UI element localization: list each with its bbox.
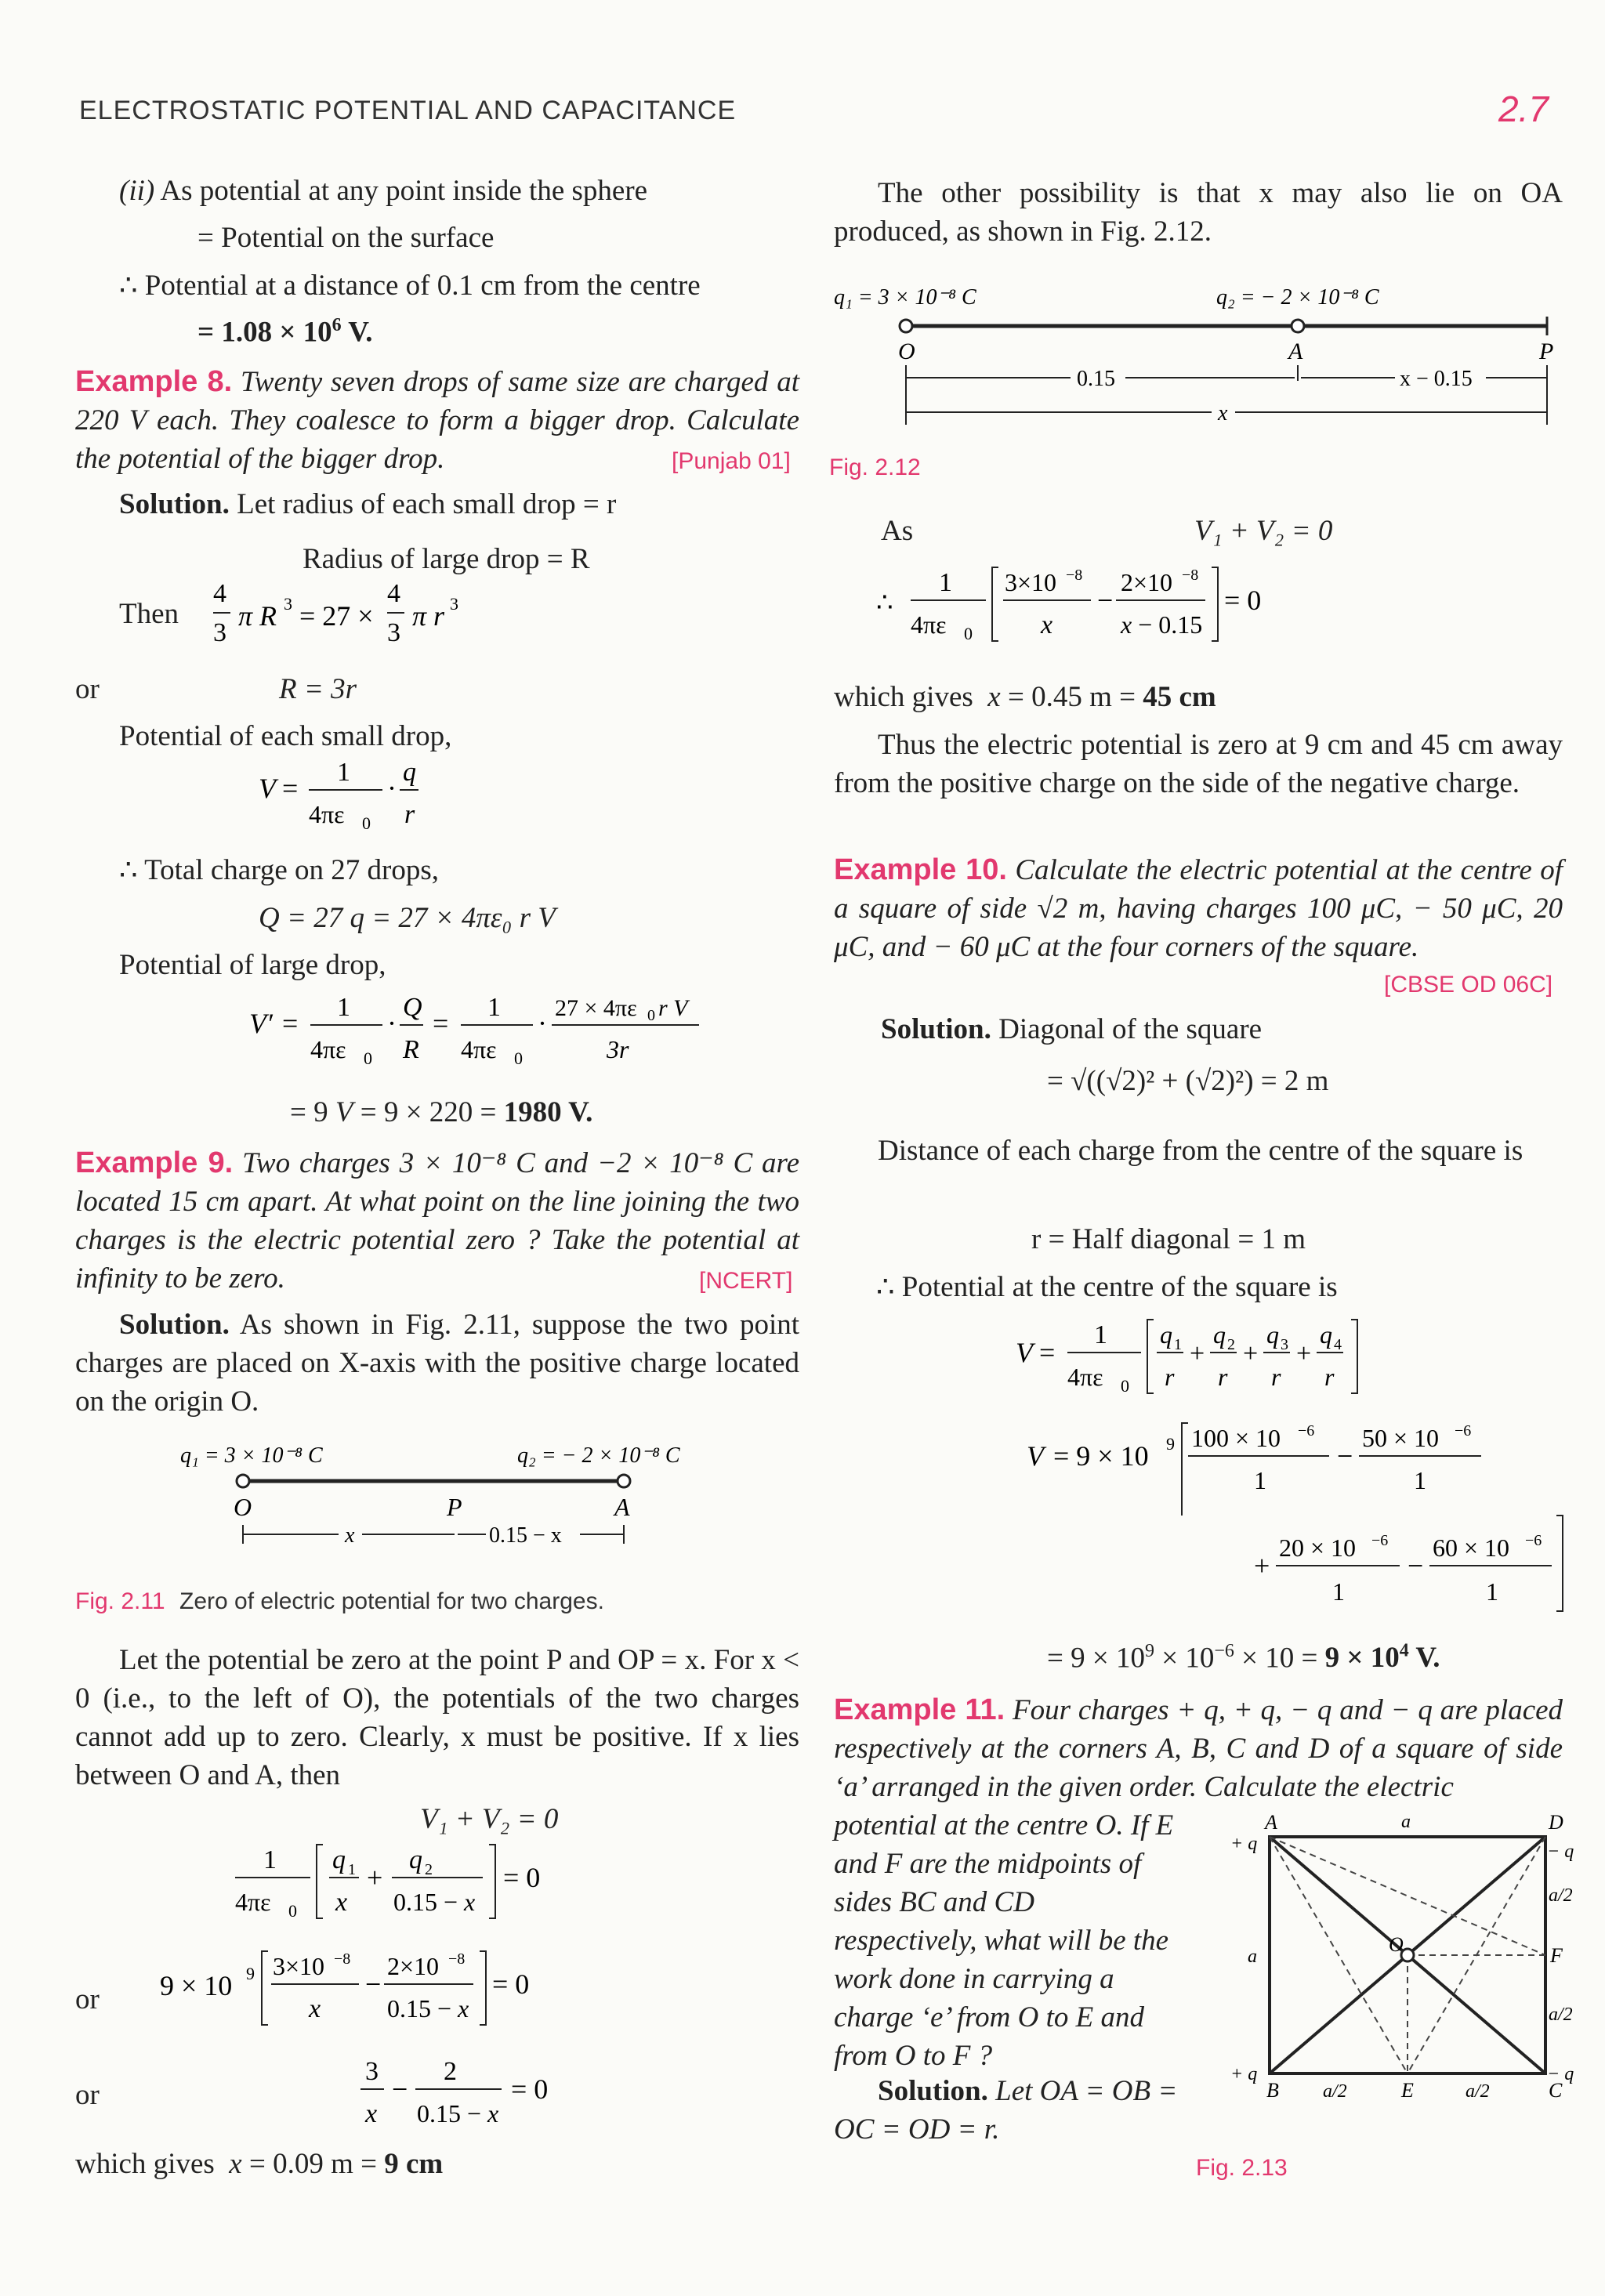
svg-text:0: 0 (964, 624, 973, 643)
svg-text:3: 3 (450, 594, 458, 614)
example-text: Calculate the electric potential at the centre of a square of side √2 m, having charges 100 μC, − 50 μC, 20 μC, and − 60 μC at the four corners of the square. (834, 854, 1563, 963)
svg-text:2: 2 (1227, 1336, 1235, 1353)
svg-text:27 × 4πε: 27 × 4πε (555, 995, 637, 1021)
point-O: O (898, 339, 915, 364)
figure-2-12 (834, 271, 1563, 428)
svg-text:1: 1 (348, 1861, 356, 1878)
svg-text:0: 0 (1121, 1376, 1129, 1396)
svg-text:π r: π r (412, 600, 445, 632)
equation: which gives x = 0.09 m = 9 cm (75, 2148, 444, 2180)
svg-text:−: − (1408, 1550, 1424, 1581)
svg-text:a: a (1401, 1812, 1411, 1832)
svg-text:−6: −6 (1455, 1422, 1472, 1440)
svg-text:0: 0 (364, 1048, 372, 1068)
svg-text:1: 1 (487, 993, 501, 1022)
reference: [NCERT] (699, 1268, 793, 1294)
q2-label: q₂ = − 2 × 10⁻⁸ C (1216, 285, 1379, 310)
svg-text:4πε: 4πε (310, 1035, 346, 1063)
svg-text:=: = (1039, 1337, 1056, 1368)
svg-text:q: q (403, 758, 416, 787)
equation: V₁ + V₂ = 0 (420, 1803, 559, 1835)
svg-text:4πε: 4πε (309, 800, 345, 828)
svg-text:C: C (1549, 2079, 1563, 2102)
point-A: A (614, 1493, 630, 1521)
point-P: P (447, 1493, 462, 1521)
equation (876, 563, 1315, 657)
svg-text:−6: −6 (1298, 1422, 1315, 1440)
svg-text:1: 1 (939, 568, 952, 597)
svg-text:9: 9 (246, 1964, 255, 1983)
svg-text:−: − (1337, 1440, 1353, 1472)
distance-rest: 0.15 − x (489, 1523, 562, 1548)
text-line: ∴ Total charge on 27 drops, (119, 854, 440, 886)
svg-text:= 27 ×: = 27 × (299, 600, 374, 632)
svg-text:V: V (259, 773, 276, 804)
svg-text:3: 3 (365, 2057, 379, 2086)
svg-text:x: x (309, 1994, 321, 2023)
svg-text:a: a (1248, 1947, 1257, 1967)
solution-9: Solution. As shown in Fig. 2.11, suppose the two point charges are placed on X-axis with the positive charge located on the origin O. (75, 1309, 799, 1418)
svg-text:3: 3 (387, 618, 400, 647)
svg-text:∴: ∴ (876, 588, 893, 617)
svg-text:·: · (538, 1008, 547, 1039)
svg-text:1: 1 (337, 993, 350, 1022)
svg-text:r: r (1324, 1363, 1335, 1391)
distance-x: x (1218, 401, 1228, 426)
equation (235, 1840, 580, 1934)
svg-text:3×10: 3×10 (273, 1952, 325, 1980)
distance-015: 0.15 (1077, 367, 1115, 391)
equation: = √((√2)² + (√2)²) = 2 m (1047, 1065, 1329, 1097)
svg-text:+: + (1296, 1339, 1312, 1368)
example-label: Example 10. (834, 853, 1007, 886)
svg-text:0: 0 (514, 1048, 523, 1068)
paragraph: The other possibility is that x may also lie on OA produced, as shown in Fig. 2.12. (834, 177, 1563, 248)
text-line: ∴ Potential at the centre of the square is (876, 1271, 1338, 1303)
svg-text:V: V (1027, 1440, 1044, 1472)
paragraph: Let the potential be zero at the point P and OP = x. For x < 0 (i.e., to the left of O), the potentials of the two charges cannot add up to zero. Clearly, x must be positive. If x lies between O and A, then (75, 1644, 799, 1791)
paragraph: Thus the electric potential is zero at 9 cm and 45 cm away from the positive charge on the side of the negative charge. (834, 729, 1563, 799)
svg-text:+: + (367, 1862, 383, 1893)
example-text: Four charges + q, + q, − q and − q are placed respectively at the corners A, B, C and D of a square of side ‘a’ arranged in the given order. Calculate the electric (834, 1694, 1563, 1803)
equation (249, 989, 751, 1083)
svg-text:2×10: 2×10 (387, 1952, 440, 1980)
svg-text:1: 1 (337, 758, 350, 787)
svg-text:q: q (332, 1845, 346, 1874)
equation: = 9 V = 9 × 220 = 1980 V. (290, 1096, 593, 1128)
example-9 (75, 1144, 799, 1298)
svg-text:−: − (392, 2073, 408, 2105)
svg-text:0.15 − x: 0.15 − x (417, 2099, 499, 2128)
svg-text:= 9 × 10: = 9 × 10 (1053, 1440, 1149, 1472)
svg-text:3: 3 (284, 594, 292, 614)
text-line: ∴ Potential at a distance of 0.1 cm from the centre (119, 270, 701, 302)
svg-text:R: R (403, 1035, 419, 1064)
text-line: (ii) As potential at any point inside the sphere (119, 175, 648, 207)
svg-text:−6: −6 (1371, 1532, 1389, 1549)
svg-text:0: 0 (362, 813, 371, 833)
svg-text:D: D (1549, 1811, 1563, 1834)
svg-text:3: 3 (1281, 1336, 1288, 1353)
svg-text:1: 1 (1332, 1577, 1345, 1606)
running-header: ELECTROSTATIC POTENTIAL AND CAPACITANCE (79, 96, 737, 125)
svg-text:q: q (1160, 1320, 1172, 1349)
equation: V₁ + V₂ = 0 (1194, 515, 1333, 547)
svg-text:a/2: a/2 (1323, 2081, 1347, 2102)
figure-caption: Fig. 2.11 Zero of electric potential for two charges. (75, 1588, 604, 1614)
equation: = $1.08 \times 10^6$ V. (197, 315, 373, 349)
svg-text:−6: −6 (1525, 1532, 1542, 1549)
equation (213, 580, 480, 658)
reference: [Punjab 01] (672, 448, 791, 474)
svg-text:−: − (1097, 585, 1114, 616)
svg-text:= 0: = 0 (492, 1968, 530, 2000)
svg-text:0.15 − x: 0.15 − x (393, 1888, 476, 1916)
svg-text:q: q (1213, 1320, 1226, 1349)
text-line: Radius of large drop = R (303, 543, 590, 575)
label: Then (119, 598, 179, 630)
equation: r = Half diagonal = 1 m (1031, 1223, 1306, 1255)
svg-text:−8: −8 (1066, 567, 1083, 584)
svg-text:x: x (1041, 610, 1053, 639)
svg-text:4: 4 (1334, 1336, 1342, 1353)
figure-2-11 (157, 1434, 680, 1552)
label: As (881, 515, 914, 547)
svg-text:3: 3 (213, 618, 226, 647)
example-11-text: potential at the centre O. If E and F are the midpoints of sides BC and CD respectively, what will be the work done in carrying a charge ‘e’ from O to E and from O to F ? (834, 1809, 1174, 2072)
svg-text:3×10: 3×10 (1005, 568, 1057, 596)
svg-text:−8: −8 (1182, 567, 1199, 584)
svg-text:9: 9 (1166, 1434, 1175, 1454)
svg-text:r: r (1165, 1363, 1175, 1391)
svg-text:q: q (1266, 1320, 1279, 1349)
svg-text:0.15 − x: 0.15 − x (387, 1994, 469, 2023)
svg-text:π R: π R (238, 600, 277, 632)
point-O: O (234, 1493, 252, 1521)
svg-text:O: O (1389, 1933, 1404, 1956)
figure-label: Fig. 2.13 (1196, 2155, 1288, 2181)
q1-label: q₁ = 3 × 10⁻⁸ C (834, 285, 976, 310)
svg-text:4πε: 4πε (911, 610, 947, 639)
svg-text:a/2: a/2 (1466, 2081, 1490, 2102)
svg-text:60 × 10: 60 × 10 (1433, 1534, 1510, 1562)
svg-text:9 × 10: 9 × 10 (160, 1970, 233, 2001)
svg-text:3r: 3r (607, 1035, 629, 1063)
svg-text:a/2: a/2 (1549, 2004, 1573, 2025)
svg-text:−8: −8 (334, 1950, 351, 1968)
equation: Q = 27 q = 27 × 4πε₀ r V (259, 902, 556, 934)
solution-line: Solution. Diagonal of the square (881, 1013, 1263, 1045)
solution-line: Solution. Let radius of each small drop = r (119, 488, 617, 520)
svg-text:1: 1 (1174, 1336, 1182, 1353)
svg-text:A: A (1265, 1811, 1277, 1834)
example-text: Two charges 3 × 10⁻⁸ C and −2 × 10⁻⁸ C are located 15 cm apart. At what point on the line joining the two charges is the electric potential zero ? Take the potential at infinity to be zero. (75, 1147, 800, 1295)
svg-text:1: 1 (1254, 1466, 1266, 1494)
figure-2-13 (1223, 1810, 1574, 2108)
svg-text:r V: r V (658, 995, 688, 1021)
svg-text:r: r (1218, 1363, 1228, 1391)
example-text: Twenty seven drops of same size are charged at 220 V each. They coalesce to form a bigger drop. Calculate the potential of the bigger drop. (75, 366, 800, 475)
svg-text:4πε: 4πε (1067, 1363, 1103, 1391)
svg-text:1: 1 (1414, 1466, 1426, 1494)
equation: R = 3r (279, 673, 357, 705)
q2-label: q₂ = − 2 × 10⁻⁸ C (517, 1443, 680, 1468)
distance-x-015: x − 0.15 (1400, 367, 1473, 391)
equation (1027, 1418, 1567, 1622)
svg-text:4: 4 (387, 579, 400, 608)
svg-text:+ q: + q (1230, 1834, 1258, 1854)
paragraph: Distance of each charge from the centre of the square is (878, 1135, 1523, 1167)
distance-x: x (345, 1523, 355, 1548)
page-number: 2.7 (1498, 89, 1549, 129)
equation: which gives x = 0.45 m = 45 cm (834, 681, 1216, 713)
svg-text:0: 0 (647, 1007, 655, 1024)
svg-text:a/2: a/2 (1549, 1885, 1573, 1906)
example-label: Example 8. (75, 365, 233, 398)
svg-text:Q: Q (403, 993, 422, 1022)
solution-11: Solution. Let OA = OB = OC = OD = r. (834, 2075, 1178, 2146)
point-P: P (1539, 339, 1554, 364)
example-10 (834, 851, 1563, 966)
svg-text:2: 2 (444, 2057, 457, 2086)
svg-text:x − 0.15: x − 0.15 (1121, 610, 1203, 639)
equation (259, 754, 447, 840)
svg-text:−: − (365, 1968, 382, 2000)
svg-text:+: + (1254, 1550, 1270, 1581)
example-label: Example 11. (834, 1693, 1005, 1726)
equation (1016, 1315, 1423, 1409)
svg-text:−8: −8 (448, 1950, 466, 1968)
svg-text:·: · (387, 1008, 397, 1039)
svg-text:B: B (1266, 2079, 1279, 2102)
equation: = $9 \times 10^9 \times 10^{-6} \times 10 = 9 \times 10^4$ V. (1047, 1641, 1440, 1675)
example-11-intro (834, 1691, 1563, 1806)
svg-text:= 0: = 0 (503, 1862, 541, 1893)
label: or (75, 2079, 100, 2111)
svg-text:·: · (387, 773, 397, 804)
svg-text:100 × 10: 100 × 10 (1191, 1424, 1281, 1452)
svg-text:r: r (404, 800, 415, 829)
q1-label: q₁ = 3 × 10⁻⁸ C (180, 1443, 323, 1468)
svg-text:x: x (365, 2099, 378, 2128)
svg-text:x: x (335, 1888, 348, 1917)
svg-text:= 0: = 0 (1224, 585, 1262, 616)
svg-text:1: 1 (1094, 1320, 1107, 1349)
label: or (75, 673, 100, 705)
svg-text:+: + (1190, 1339, 1205, 1368)
svg-text:4πε: 4πε (461, 1035, 497, 1063)
svg-text:2: 2 (425, 1861, 433, 1878)
figure-label: Fig. 2.12 (829, 454, 921, 480)
svg-text:=: = (282, 1008, 299, 1039)
svg-text:0: 0 (288, 1901, 297, 1921)
svg-text:50 × 10: 50 × 10 (1362, 1424, 1440, 1452)
svg-text:q: q (1320, 1320, 1332, 1349)
svg-text:r: r (1271, 1363, 1281, 1391)
svg-text:V′: V′ (249, 1008, 273, 1039)
svg-text:+ q: + q (1230, 2064, 1258, 2084)
example-label: Example 9. (75, 1146, 234, 1179)
equation (357, 2053, 592, 2139)
svg-text:=: = (282, 773, 299, 804)
text-line: Potential of each small drop, (119, 720, 452, 752)
svg-text:− q: − q (1547, 2064, 1574, 2084)
point-A: A (1288, 339, 1303, 364)
reference: [CBSE OD 06C] (1384, 972, 1553, 998)
svg-text:=: = (433, 1008, 449, 1039)
svg-text:4: 4 (213, 579, 226, 608)
svg-text:2×10: 2×10 (1121, 568, 1173, 596)
svg-text:E: E (1401, 2079, 1414, 2102)
svg-text:+: + (1243, 1339, 1259, 1368)
equation (160, 1947, 567, 2041)
svg-text:4πε: 4πε (235, 1888, 271, 1916)
svg-text:q: q (409, 1845, 422, 1874)
svg-text:= 0: = 0 (511, 2073, 549, 2105)
text-line: = Potential on the surface (197, 222, 495, 254)
svg-text:− q: − q (1547, 1842, 1574, 1862)
svg-text:1: 1 (1486, 1577, 1498, 1606)
svg-text:V: V (1016, 1337, 1033, 1368)
svg-text:20 × 10: 20 × 10 (1279, 1534, 1357, 1562)
svg-text:1: 1 (263, 1845, 277, 1874)
label: or (75, 1983, 100, 2015)
text-line: Potential of large drop, (119, 949, 386, 981)
svg-text:F: F (1550, 1944, 1563, 1967)
